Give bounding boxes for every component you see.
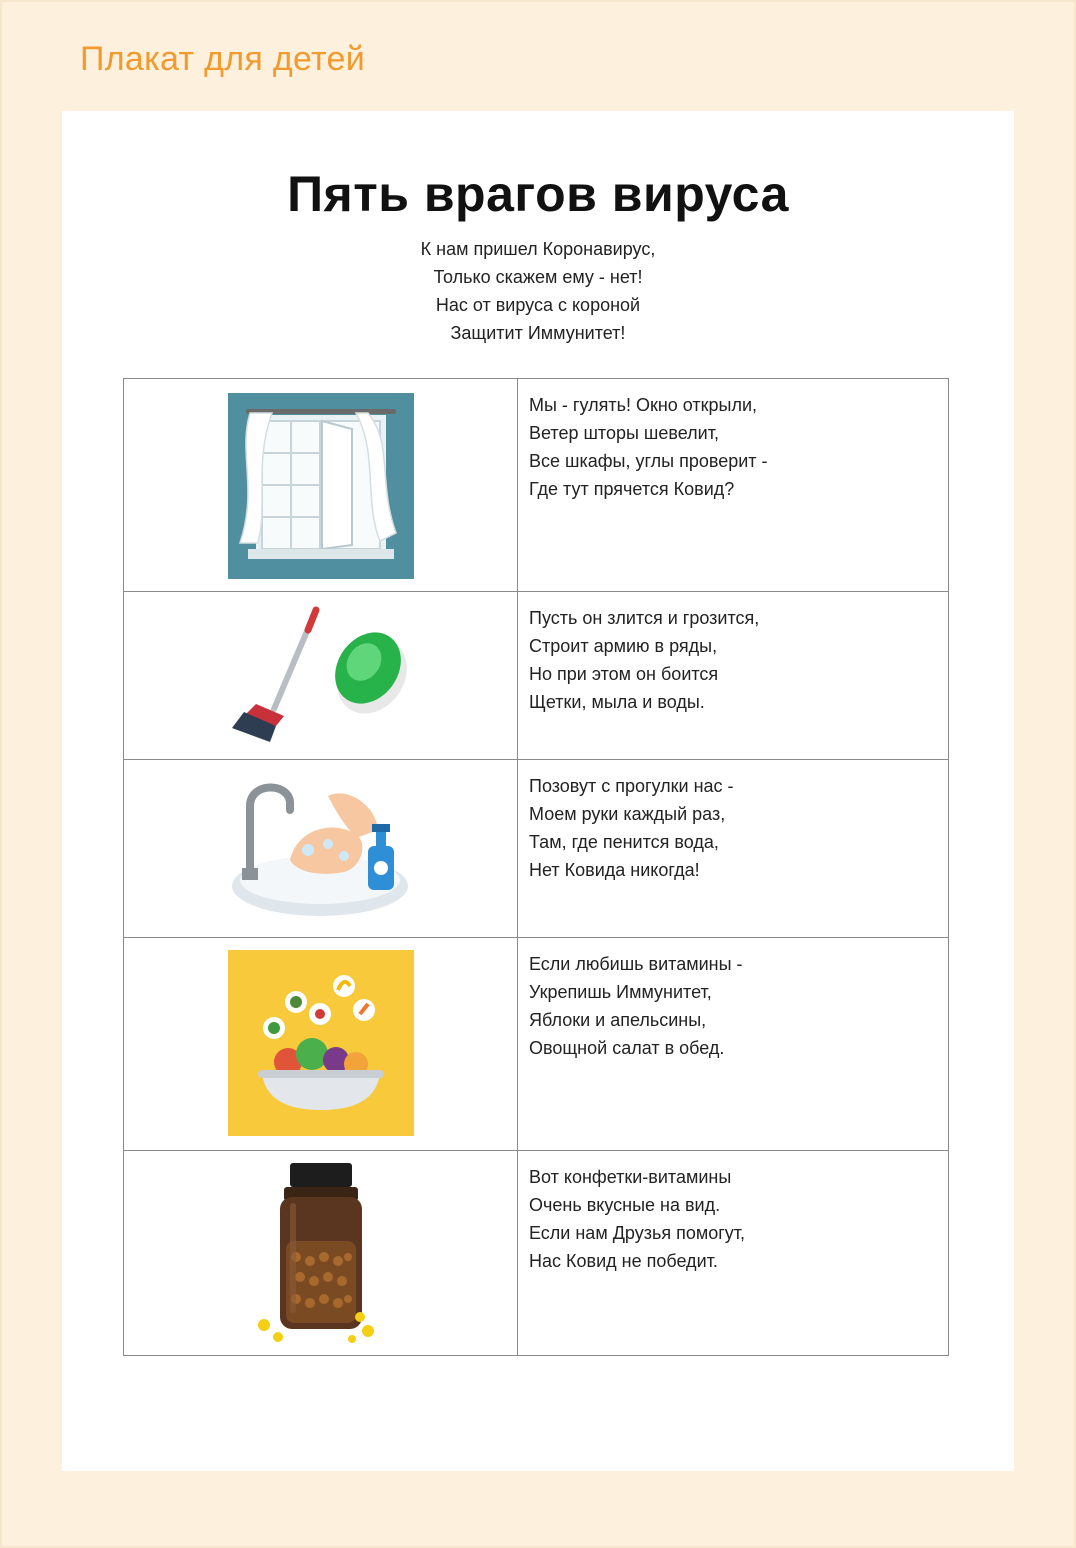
verse-line: Вот конфетки-витамины (529, 1167, 732, 1187)
intro-line: Защитит Иммунитет! (450, 323, 626, 343)
poster-title: Пять врагов вируса (287, 166, 789, 222)
open-window-icon (228, 393, 414, 579)
verse-line: Там, где пенится вода, (529, 832, 719, 852)
vegetable-salad-icon (228, 950, 414, 1136)
verse-line: Нас Ковид не победит. (529, 1251, 718, 1271)
intro-poem (0, 235, 1076, 347)
table-row (124, 760, 949, 938)
image-cell (124, 592, 518, 760)
intro-line: Нас от вируса с короной (435, 295, 641, 315)
verse-cell (518, 760, 949, 938)
intro-line: Только скажем ему - нет! (433, 267, 643, 287)
header-title: Плакат для детей (80, 40, 366, 78)
verse-cell (518, 379, 949, 592)
verse-line: Где тут прячется Ковид? (529, 479, 735, 499)
table-row (124, 938, 949, 1151)
verse-line: Укрепишь Иммунитет, (529, 982, 712, 1002)
verse-line: Позовут с прогулки нас - (529, 776, 734, 796)
verse-line: Если нам Друзья помогут, (529, 1223, 746, 1243)
verses-table (123, 378, 949, 1356)
verse-line: Моем руки каждый раз, (529, 804, 726, 824)
hand-washing-icon (228, 776, 414, 924)
image-cell (124, 1151, 518, 1356)
verse-line: Но при этом он боится (529, 664, 719, 684)
verse-line: Овощной салат в обед. (529, 1038, 725, 1058)
image-cell (124, 938, 518, 1151)
vitamin-bottle-icon (256, 1161, 386, 1345)
verse-line: Очень вкусные на вид. (529, 1195, 721, 1215)
verse-line: Мы - гулять! Окно открыли, (529, 395, 758, 415)
image-cell (124, 760, 518, 938)
table-row (124, 592, 949, 760)
verse-cell (518, 1151, 949, 1356)
verse-line: Нет Ковида никогда! (529, 860, 700, 880)
verse-line: Если любишь витамины - (529, 954, 743, 974)
verse-line: Щетки, мыла и воды. (529, 692, 705, 712)
verse-line: Яблоки и апельсины, (529, 1010, 707, 1030)
table-row (124, 1151, 949, 1356)
verse-line: Все шкафы, углы проверит - (529, 451, 768, 471)
verse-line: Ветер шторы шевелит, (529, 423, 719, 443)
verse-cell (518, 592, 949, 760)
verse-line: Строит армию в ряды, (529, 636, 718, 656)
table-row (124, 379, 949, 592)
image-cell (124, 379, 518, 592)
intro-line: К нам пришел Коронавирус, (420, 239, 656, 259)
verse-line: Пусть он злится и грозится, (529, 608, 760, 628)
verse-cell (518, 938, 949, 1151)
broom-and-brush-icon (224, 604, 414, 744)
